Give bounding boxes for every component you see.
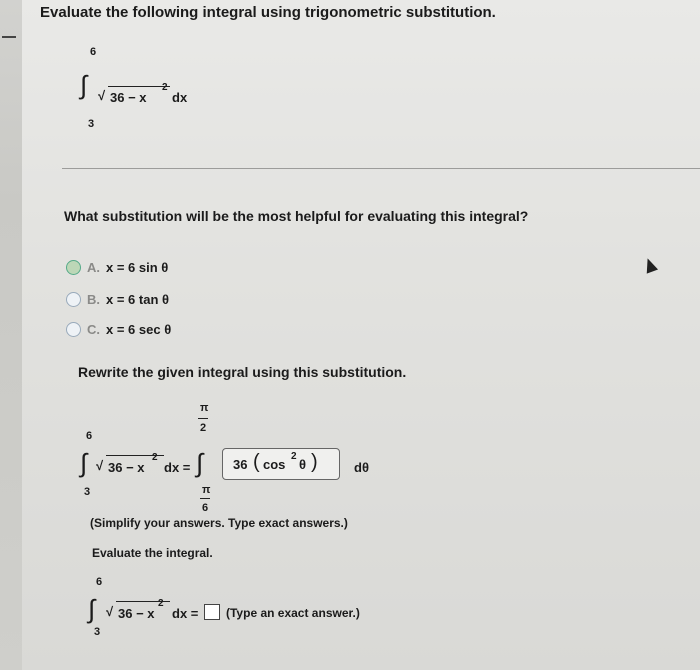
rewrite-dx-equals: dx =	[164, 460, 191, 475]
section-divider	[62, 168, 700, 169]
option-b-letter: B.	[87, 292, 100, 307]
paren-open: (	[253, 451, 260, 473]
paren-close: )	[311, 451, 318, 473]
lower-limit: 3	[88, 118, 95, 130]
simplify-note: (Simplify your answers. Type exact answers.)	[90, 516, 348, 530]
rewrite-answer-box[interactable]	[222, 448, 340, 480]
evaluate-sqrt-sign: √	[106, 604, 114, 619]
substitution-question: What substitution will be the most helpful for evaluating this integral?	[64, 208, 529, 224]
upper-fraction-bar	[198, 418, 208, 419]
question-page	[22, 0, 700, 670]
lower-pi: π	[202, 484, 211, 496]
option-b-expression: x = 6 tan θ	[106, 292, 170, 307]
rewrite-upper: 6	[86, 430, 93, 442]
radio-option-a[interactable]	[66, 260, 81, 275]
rewrite-rhs-integral-sign: ∫	[196, 448, 204, 478]
integral-dx: dx	[172, 90, 188, 105]
strip-tick	[2, 36, 16, 38]
option-a[interactable]	[66, 260, 168, 275]
evaluate-integral-sign: ∫	[88, 594, 96, 624]
answer-theta: θ	[299, 457, 307, 472]
rewrite-sqrt-sign: √	[96, 458, 104, 473]
upper-limit: 6	[90, 46, 97, 58]
option-c[interactable]	[66, 322, 171, 337]
integral-sign: ∫	[80, 70, 88, 100]
left-window-strip	[0, 0, 22, 670]
exact-answer-hint: (Type an exact answer.)	[226, 606, 360, 620]
rewrite-heading: Rewrite the given integral using this substitution.	[78, 364, 407, 380]
option-c-expression: x = 6 sec θ	[106, 322, 172, 337]
evaluate-heading: Evaluate the integral.	[92, 546, 213, 560]
sqrt-sign: √	[98, 88, 106, 103]
option-a-letter: A.	[87, 260, 100, 275]
evaluate-exponent: 2	[158, 598, 164, 609]
lower-fraction-bar	[200, 498, 210, 499]
radio-option-c[interactable]	[66, 322, 81, 337]
upper-pi: π	[200, 402, 209, 414]
evaluate-dx-equals: dx =	[172, 606, 199, 621]
evaluate-lower: 3	[94, 626, 101, 638]
rewrite-integral-sign: ∫	[80, 448, 88, 478]
rewrite-lower: 3	[84, 486, 91, 498]
evaluate-upper: 6	[96, 576, 103, 588]
answer-cos: cos	[263, 457, 286, 472]
rewrite-dtheta: dθ	[354, 460, 369, 475]
option-c-letter: C.	[87, 322, 100, 337]
radio-option-b[interactable]	[66, 292, 81, 307]
integrand-exponent: 2	[162, 82, 168, 93]
upper-denominator: 2	[200, 422, 207, 434]
integrand: 36 − x	[110, 90, 147, 105]
option-a-expression: x = 6 sin θ	[106, 260, 169, 275]
option-b[interactable]	[66, 292, 169, 307]
problem-title: Evaluate the following integral using trigonometric substitution.	[40, 4, 496, 21]
mouse-cursor-icon	[642, 256, 658, 273]
sqrt-bar	[108, 86, 170, 87]
rewrite-exponent: 2	[152, 452, 158, 463]
answer-cos-exponent: 2	[291, 451, 297, 462]
answer-36: 36	[233, 457, 248, 472]
evaluate-integrand: 36 − x	[118, 606, 155, 621]
rewrite-integrand: 36 − x	[108, 460, 145, 475]
lower-denominator: 6	[202, 502, 209, 514]
final-answer-input[interactable]	[204, 604, 220, 620]
